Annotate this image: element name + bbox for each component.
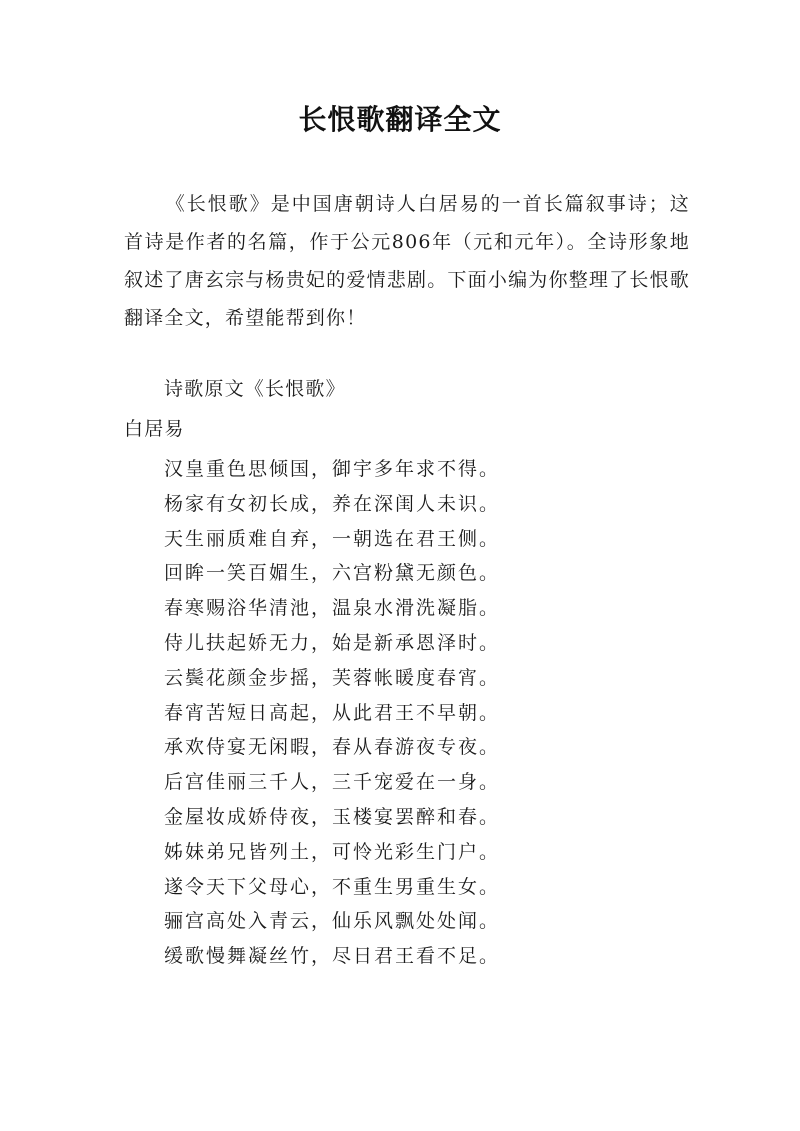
- page-title: 长恨歌翻译全文: [298, 103, 502, 136]
- poem-line: 春寒赐浴华清池，温泉水滑洗凝脂。: [164, 597, 501, 620]
- poem-line: 云鬓花颜金步摇，芙蓉帐暖度春宵。: [164, 666, 501, 689]
- poem-line: 后宫佳丽三千人，三千宠爱在一身。: [164, 771, 501, 794]
- poem-line: 金屋妆成娇侍夜，玉楼宴罢醉和春。: [164, 805, 501, 828]
- poem-line: 天生丽质难自弃，一朝选在君王侧。: [164, 527, 501, 550]
- poem-line: 遂令天下父母心，不重生男重生女。: [164, 875, 501, 898]
- poem-lines: [164, 452, 500, 974]
- poem-line: 骊宫高处入青云，仙乐风飘处处闻。: [164, 910, 501, 933]
- poem-line: 杨家有女初长成，养在深闺人未识。: [164, 492, 501, 515]
- intro-paragraph: 《长恨歌》是中国唐朝诗人白居易的一首长篇叙事诗；这首诗是作者的名篇，作于公元806年（元和元年）。全诗形象地叙述了唐玄宗与杨贵妃的爱情悲剧。下面小编为你整理了长恨歌翻译全文，希望能帮到你！: [124, 193, 690, 329]
- poem-line: 春宵苦短日高起，从此君王不早朝。: [164, 701, 501, 724]
- section-heading: 诗歌原文《长恨歌》: [164, 378, 346, 400]
- poem-line: 回眸一笑百媚生，六宫粉黛无颜色。: [164, 562, 501, 585]
- intro-paragraph-block: [124, 185, 690, 337]
- poem-line: 姊妹弟兄皆列土，可怜光彩生门户。: [164, 840, 501, 863]
- poem-line: 缓歌慢舞凝丝竹，尽日君王看不足。: [164, 945, 501, 968]
- poem-line: 汉皇重色思倾国，御宇多年求不得。: [164, 458, 501, 480]
- poem-line: 承欢侍宴无闲暇，春从春游夜专夜。: [164, 736, 501, 759]
- poem-author: 白居易: [124, 418, 185, 440]
- poem-line: 侍儿扶起娇无力，始是新承恩泽时。: [164, 631, 501, 654]
